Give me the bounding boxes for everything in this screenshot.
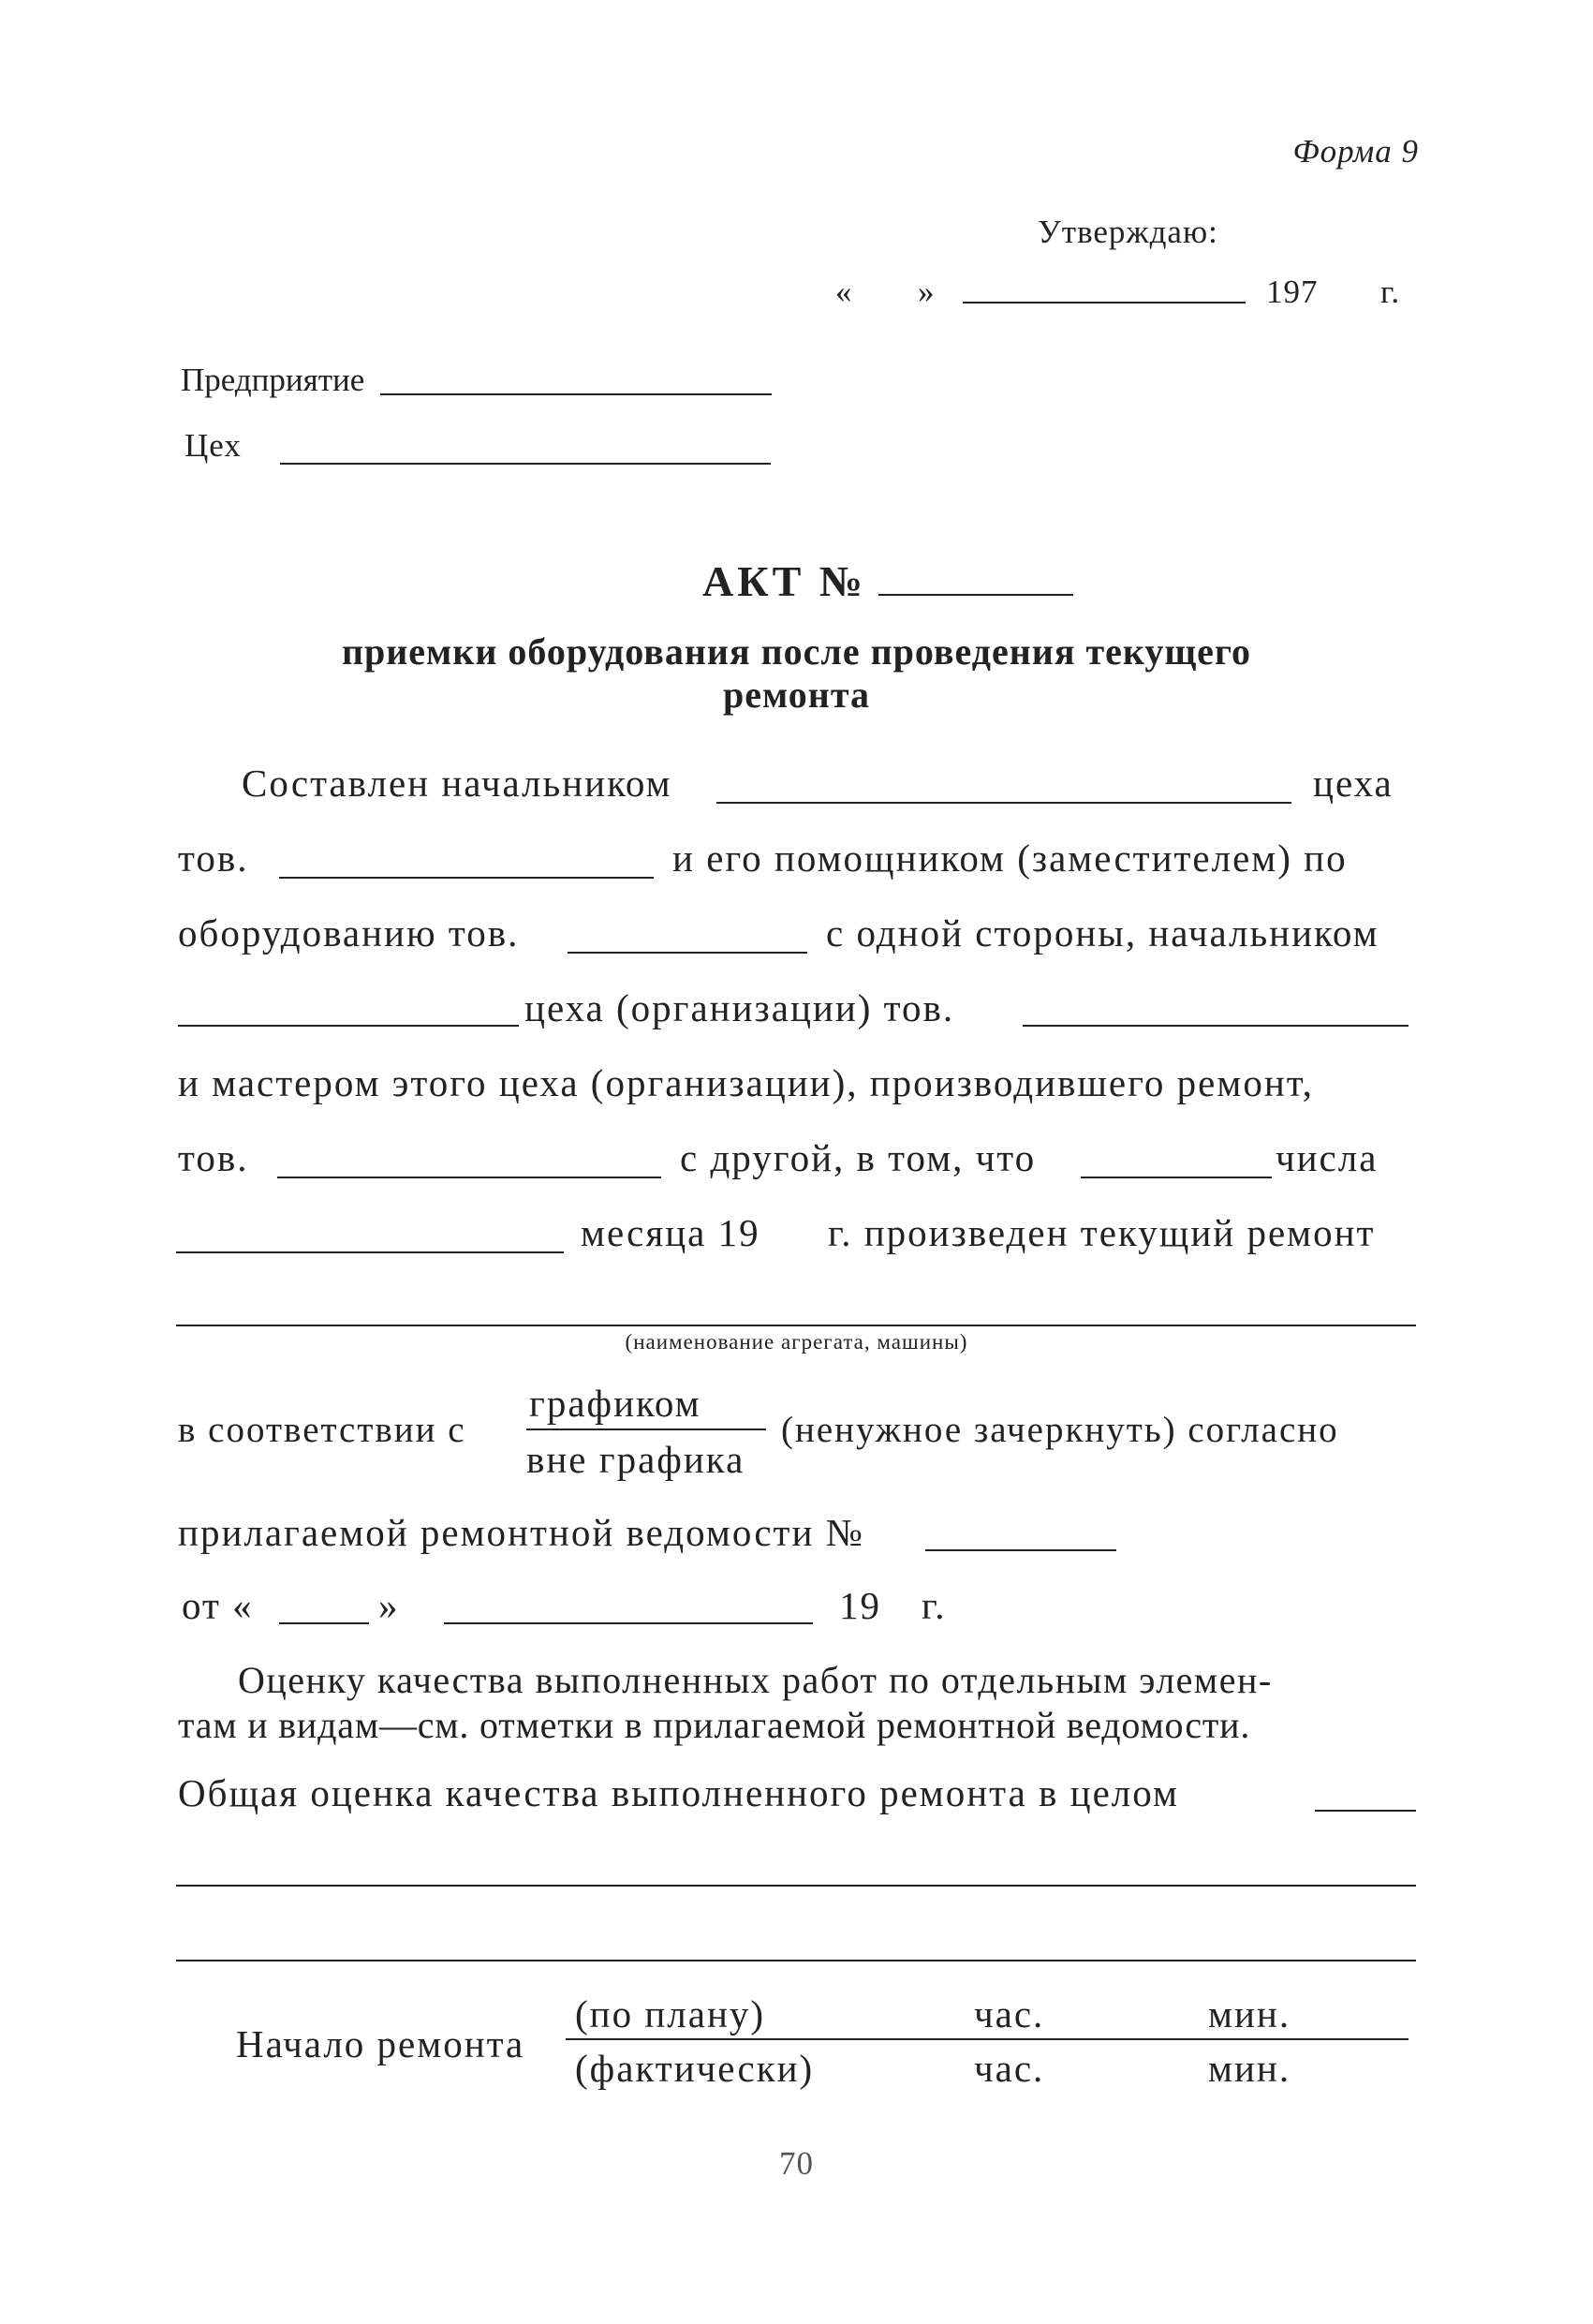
- act-number-field[interactable]: [878, 594, 1073, 596]
- day-word: числа: [1276, 1136, 1379, 1179]
- approve-label: Утверждаю:: [1038, 214, 1218, 250]
- repair-start-fact-hours: час.: [974, 2047, 1045, 2090]
- page-number: 70: [779, 2145, 814, 2182]
- equipment-comrade-label: оборудованию тов.: [178, 911, 520, 955]
- comrade-field-1[interactable]: [279, 877, 654, 879]
- strike-unnecessary-label: (ненужное зачеркнуть) согласно: [781, 1410, 1339, 1450]
- repair-start-plan-hours: час.: [974, 1992, 1045, 2035]
- approve-year-suffix: г.: [1380, 274, 1401, 310]
- form-number: Форма 9: [1292, 133, 1419, 170]
- comrade-label-1: тов.: [178, 836, 249, 880]
- date-year: 19: [839, 1584, 881, 1627]
- repair-start-label: Начало ремонта: [236, 2022, 525, 2065]
- shop-label: Цех: [184, 427, 242, 464]
- act-title: АКТ №: [702, 557, 866, 605]
- overall-quality-line3[interactable]: [176, 1960, 1416, 1961]
- shop-field[interactable]: [280, 463, 771, 465]
- repair-start-fact: (фактически): [575, 2047, 815, 2090]
- repair-done-label: г. произведен текущий ремонт: [828, 1211, 1376, 1254]
- approve-quote-close: »: [918, 274, 936, 310]
- shop-head-field[interactable]: [716, 802, 1291, 804]
- one-side-label: с одной стороны, начальником: [826, 911, 1379, 955]
- equipment-comrade-field[interactable]: [568, 952, 807, 954]
- date-quote-close: »: [378, 1584, 400, 1627]
- comrade-label-2: тов.: [178, 1136, 249, 1179]
- month-field[interactable]: [176, 1251, 564, 1253]
- unit-name-caption: (наименование агрегата, машины): [625, 1330, 968, 1354]
- repair-start-plan-minutes: мин.: [1208, 1992, 1291, 2035]
- date-month-field[interactable]: [444, 1622, 813, 1624]
- schedule-option-top: графиком: [529, 1382, 701, 1425]
- month-year-label: месяца 19: [581, 1211, 760, 1254]
- accordance-label: в соответствии с: [178, 1410, 466, 1450]
- enterprise-label: Предприятие: [181, 362, 365, 398]
- date-from-label: от «: [182, 1584, 254, 1627]
- overall-quality-label: Общая оценка качества выполненного ремонта в целом: [178, 1771, 1179, 1814]
- quality-note-line1: Оценку качества выполненных работ по отдельным элемен-: [238, 1659, 1273, 1701]
- approve-month-line[interactable]: [963, 302, 1246, 303]
- statement-number-field[interactable]: [925, 1549, 1116, 1551]
- quality-note-line2: там и видам—см. отметки в прилагаемой ремонтной ведомости.: [178, 1704, 1251, 1746]
- date-day-field[interactable]: [279, 1622, 369, 1624]
- unit-name-field[interactable]: [176, 1325, 1416, 1326]
- repair-start-fact-minutes: мин.: [1208, 2047, 1291, 2090]
- organization-comrade-field[interactable]: [1023, 1025, 1409, 1027]
- comrade-field-2[interactable]: [277, 1177, 661, 1178]
- shop-word: цеха: [1313, 762, 1394, 805]
- schedule-fraction-bar: [526, 1428, 766, 1430]
- overall-quality-field[interactable]: [1315, 1810, 1416, 1812]
- composed-by-label: Составлен начальником: [242, 762, 672, 805]
- day-field[interactable]: [1081, 1177, 1272, 1178]
- master-line: и мастером этого цеха (организации), производившего ремонт,: [178, 1061, 1314, 1104]
- approve-year: 197: [1266, 274, 1319, 310]
- overall-quality-line2[interactable]: [176, 1885, 1416, 1887]
- schedule-option-bottom: вне графика: [526, 1438, 745, 1481]
- date-year-suffix: г.: [922, 1584, 947, 1627]
- act-subtitle-line2: ремонта: [723, 674, 870, 716]
- repair-start-fraction-bar: [566, 2038, 1409, 2040]
- organization-comrade-label: цеха (организации) тов.: [524, 986, 955, 1029]
- other-side-label: с другой, в том, что: [680, 1136, 1037, 1179]
- enterprise-field[interactable]: [380, 393, 772, 395]
- repair-start-plan: (по плану): [575, 1992, 766, 2035]
- act-subtitle-line1: приемки оборудования после проведения текущего: [341, 630, 1252, 673]
- statement-label: прилагаемой ремонтной ведомости №: [178, 1511, 864, 1554]
- assistant-label: и его помощником (заместителем) по: [672, 836, 1348, 880]
- approve-quote-open: «: [835, 274, 853, 310]
- shop-name-field[interactable]: [178, 1025, 519, 1027]
